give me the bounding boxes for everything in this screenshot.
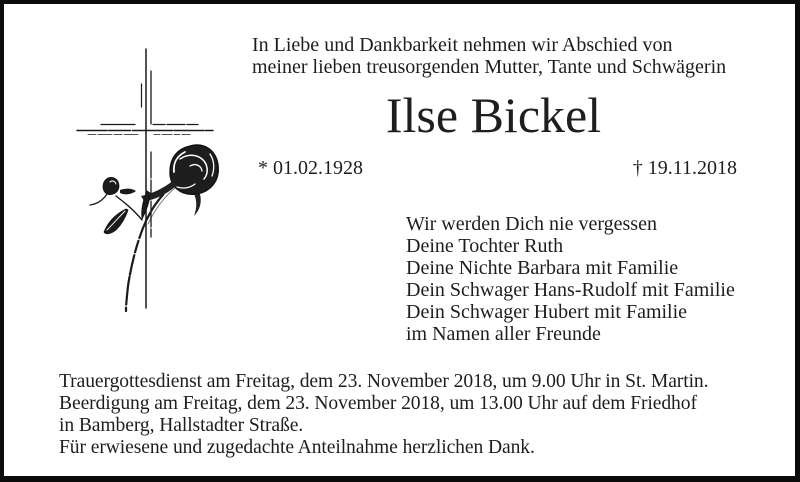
service-line: Beerdigung am Freitag, dem 23. November 2018, um 13.00 Uhr auf dem Friedhof xyxy=(59,393,697,414)
rose-icon xyxy=(90,145,218,311)
intro-line-1: In Liebe und Dankbarkeit nehmen wir Abschied von xyxy=(252,34,673,56)
life-dates xyxy=(258,157,737,179)
intro-text xyxy=(252,34,726,78)
tribute-line: Deine Nichte Barbara mit Familie xyxy=(406,257,679,279)
tribute-line: im Namen aller Freunde xyxy=(406,323,601,345)
death-date: † 19.11.2018 xyxy=(632,157,737,179)
service-line: Trauergottesdienst am Freitag, dem 23. November 2018, um 9.00 Uhr in St. Martin. xyxy=(59,371,709,392)
birth-date: * 01.02.1928 xyxy=(258,157,363,179)
service-line: Für erwiesene und zugedachte Anteilnahme herzlichen Dank. xyxy=(59,437,535,458)
tribute-list xyxy=(406,213,735,345)
service-info xyxy=(59,371,708,459)
tribute-line: Dein Schwager Hans-Rudolf mit Familie xyxy=(406,279,735,301)
deceased-name: Ilse Bickel xyxy=(385,87,602,143)
tribute-line: Deine Tochter Ruth xyxy=(406,235,564,257)
tribute-line: Dein Schwager Hubert mit Familie xyxy=(406,301,688,323)
tribute-line: Wir werden Dich nie vergessen xyxy=(406,213,657,235)
service-line: in Bamberg, Hallstadter Straße. xyxy=(59,415,304,436)
intro-line-2: meiner lieben treusorgenden Mutter, Tante und Schwägerin xyxy=(252,56,727,78)
cross-icon xyxy=(77,49,213,308)
